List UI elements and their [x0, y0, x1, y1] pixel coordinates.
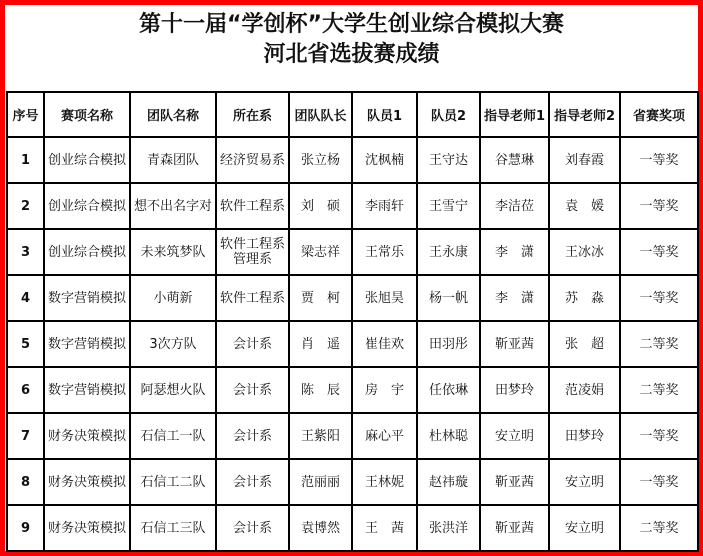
cell-department: 会计系: [216, 459, 289, 505]
cell-advisor2: 范凌娟: [549, 367, 620, 413]
cell-member2: 田羽彤: [417, 321, 480, 367]
cell-award: 一等奖: [620, 183, 698, 229]
cell-award: 一等奖: [620, 137, 698, 183]
page-title: [5, 10, 698, 70]
cell-advisor1: 李洁莅: [480, 183, 549, 229]
cell-advisor2: 安立明: [549, 505, 620, 551]
cell-team: 未来筑梦队: [130, 229, 216, 275]
cell-event: 财务决策模拟: [44, 505, 130, 551]
cell-index: 3: [7, 229, 44, 275]
cell-team: 青森团队: [130, 137, 216, 183]
cell-advisor2: 安立明: [549, 459, 620, 505]
cell-member1: 李雨轩: [352, 183, 417, 229]
table-row: [7, 229, 698, 275]
cell-department: 会计系: [216, 367, 289, 413]
cell-team: 想不出名字对: [130, 183, 216, 229]
cell-team: 小萌新: [130, 275, 216, 321]
cell-advisor1: 李 潇: [480, 275, 549, 321]
cell-department: 经济贸易系: [216, 137, 289, 183]
cell-team: 石信工二队: [130, 459, 216, 505]
cell-member2: 杨一帆: [417, 275, 480, 321]
cell-advisor2: 张 超: [549, 321, 620, 367]
table-row: [7, 459, 698, 505]
col-header-event: 赛项名称: [44, 92, 130, 137]
cell-department: 软件工程系: [216, 183, 289, 229]
header-row: [7, 92, 698, 137]
cell-index: 5: [7, 321, 44, 367]
cell-award: 一等奖: [620, 275, 698, 321]
col-header-department: 所在系: [216, 92, 289, 137]
cell-event: 创业综合模拟: [44, 229, 130, 275]
cell-member1: 麻心平: [352, 413, 417, 459]
table-row: [7, 137, 698, 183]
cell-index: 4: [7, 275, 44, 321]
table-row: [7, 367, 698, 413]
cell-department: 会计系: [216, 413, 289, 459]
cell-captain: 刘 硕: [289, 183, 352, 229]
cell-advisor1: 田梦玲: [480, 367, 549, 413]
cell-advisor1: 李 潇: [480, 229, 549, 275]
table-row: [7, 505, 698, 551]
cell-event: 数字营销模拟: [44, 275, 130, 321]
col-header-member2: 队员2: [417, 92, 480, 137]
cell-team: 阿瑟想火队: [130, 367, 216, 413]
cell-award: 一等奖: [620, 459, 698, 505]
cell-event: 创业综合模拟: [44, 183, 130, 229]
col-header-award: 省赛奖项: [620, 92, 698, 137]
cell-advisor2: 苏 淼: [549, 275, 620, 321]
cell-member2: 王守达: [417, 137, 480, 183]
col-header-member1: 队员1: [352, 92, 417, 137]
cell-advisor1: 靳亚茜: [480, 459, 549, 505]
cell-captain: 梁志祥: [289, 229, 352, 275]
cell-advisor2: 袁 媛: [549, 183, 620, 229]
cell-member2: 杜林聪: [417, 413, 480, 459]
cell-department: 会计系: [216, 321, 289, 367]
cell-member1: 张旭昊: [352, 275, 417, 321]
cell-member2: 任依琳: [417, 367, 480, 413]
cell-captain: 张立杨: [289, 137, 352, 183]
cell-event: 数字营销模拟: [44, 367, 130, 413]
cell-index: 9: [7, 505, 44, 551]
cell-advisor1: 靳亚茜: [480, 321, 549, 367]
cell-index: 2: [7, 183, 44, 229]
cell-advisor2: 田梦玲: [549, 413, 620, 459]
cell-advisor2: 王冰冰: [549, 229, 620, 275]
col-header-advisor1: 指导老师1: [480, 92, 549, 137]
cell-advisor1: 安立明: [480, 413, 549, 459]
cell-captain: 范丽丽: [289, 459, 352, 505]
results-table: [6, 91, 699, 552]
table-row: [7, 275, 698, 321]
table-row: [7, 183, 698, 229]
cell-captain: 贾 柯: [289, 275, 352, 321]
col-header-index: 序号: [7, 92, 44, 137]
cell-award: 二等奖: [620, 367, 698, 413]
cell-member2: 张洪洋: [417, 505, 480, 551]
cell-award: 二等奖: [620, 321, 698, 367]
cell-member1: 房 宇: [352, 367, 417, 413]
cell-event: 财务决策模拟: [44, 459, 130, 505]
title-line-2: 河北省选拔赛成绩: [263, 42, 440, 67]
cell-index: 7: [7, 413, 44, 459]
cell-captain: 肖 遥: [289, 321, 352, 367]
cell-member2: 王雪宁: [417, 183, 480, 229]
cell-captain: 袁博然: [289, 505, 352, 551]
cell-advisor1: 谷慧琳: [480, 137, 549, 183]
cell-event: 创业综合模拟: [44, 137, 130, 183]
col-header-advisor2: 指导老师2: [549, 92, 620, 137]
cell-index: 1: [7, 137, 44, 183]
cell-department: 软件工程系 管理系: [216, 229, 289, 275]
cell-member2: 王永康: [417, 229, 480, 275]
cell-award: 二等奖: [620, 505, 698, 551]
cell-award: 一等奖: [620, 413, 698, 459]
col-header-team: 团队名称: [130, 92, 216, 137]
cell-team: 3次方队: [130, 321, 216, 367]
cell-member1: 王 茜: [352, 505, 417, 551]
cell-member1: 崔佳欢: [352, 321, 417, 367]
cell-member2: 赵祎璇: [417, 459, 480, 505]
col-header-captain: 团队队长: [289, 92, 352, 137]
cell-advisor1: 靳亚茜: [480, 505, 549, 551]
cell-member1: 王林妮: [352, 459, 417, 505]
cell-department: 软件工程系: [216, 275, 289, 321]
cell-member1: 王常乐: [352, 229, 417, 275]
cell-team: 石信工一队: [130, 413, 216, 459]
cell-event: 数字营销模拟: [44, 321, 130, 367]
cell-advisor2: 刘春霞: [549, 137, 620, 183]
cell-index: 6: [7, 367, 44, 413]
cell-department: 会计系: [216, 505, 289, 551]
title-line-1: 第十一届“学创杯”大学生创业综合模拟大赛: [139, 12, 564, 37]
cell-index: 8: [7, 459, 44, 505]
cell-captain: 陈 辰: [289, 367, 352, 413]
cell-captain: 王紫阳: [289, 413, 352, 459]
cell-event: 财务决策模拟: [44, 413, 130, 459]
cell-award: 一等奖: [620, 229, 698, 275]
table-row: [7, 321, 698, 367]
table-row: [7, 413, 698, 459]
cell-member1: 沈枫楠: [352, 137, 417, 183]
cell-team: 石信工三队: [130, 505, 216, 551]
